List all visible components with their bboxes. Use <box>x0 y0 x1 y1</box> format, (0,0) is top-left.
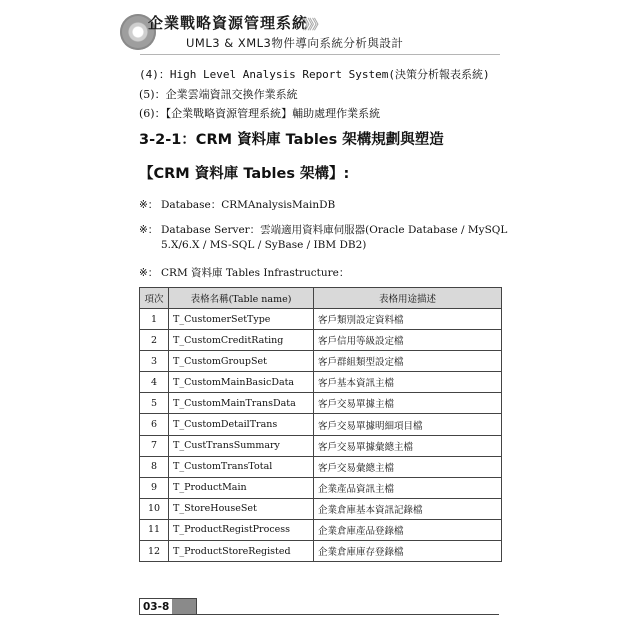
table-row <box>140 393 502 414</box>
note-server-continued: 5.X/6.X / MS-SQL / SyBase / IBM DB2) <box>161 239 367 251</box>
cell-no: 8 <box>140 456 169 477</box>
note-mark: ※： <box>139 199 159 211</box>
table-row <box>140 519 502 540</box>
page-tag-fill <box>172 599 196 614</box>
cell-description: 客戶群組類型設定檔 <box>314 351 502 372</box>
cell-no: 11 <box>140 519 169 540</box>
column-header-table-name: 表格名稱(Table name) <box>169 288 314 309</box>
cell-no: 12 <box>140 541 169 562</box>
cell-description: 客戶交易單據彙總主檔 <box>314 435 502 456</box>
cell-description: 客戶信用等級設定檔 <box>314 330 502 351</box>
cell-description: 客戶類別設定資料檔 <box>314 309 502 330</box>
cell-description: 企業倉庫基本資訊記錄檔 <box>314 498 502 519</box>
table-row <box>140 541 502 562</box>
note-database <box>139 197 335 212</box>
crm-tables-table <box>139 287 502 562</box>
cell-no: 5 <box>140 393 169 414</box>
list-item: (6)：【企業戰略資源管理系統】輔助處理作業系統 <box>139 107 381 120</box>
cell-description: 客戶交易彙總主檔 <box>314 456 502 477</box>
section-heading: 3-2-1：CRM 資料庫 Tables 架構規劃與塑造 <box>139 132 444 148</box>
cell-table-name: T_CustomMainTransData <box>169 393 314 414</box>
cell-table-name: T_CustomerSetType <box>169 309 314 330</box>
page-number-tag <box>139 598 197 615</box>
cell-table-name: T_CustTransSummary <box>169 435 314 456</box>
table-row <box>140 309 502 330</box>
cell-table-name: T_ProductRegistProcess <box>169 519 314 540</box>
book-title: 企業戰略資源管理系統 <box>148 14 309 32</box>
cell-description: 企業倉庫產品登錄檔 <box>314 519 502 540</box>
cell-description: 企業倉庫庫存登錄檔 <box>314 541 502 562</box>
table-row <box>140 372 502 393</box>
cell-description: 客戶交易單據明細項目檔 <box>314 414 502 435</box>
table-row <box>140 414 502 435</box>
header-rule <box>140 54 500 55</box>
cell-no: 10 <box>140 498 169 519</box>
sub-heading: 【CRM 資料庫 Tables 架構】: <box>139 166 350 182</box>
table-row <box>140 330 502 351</box>
note-text: Database：CRMAnalysisMainDB <box>161 199 336 211</box>
cell-table-name: T_CustomDetailTrans <box>169 414 314 435</box>
header-chevrons: 》》》 <box>303 18 324 33</box>
table-row <box>140 351 502 372</box>
cell-table-name: T_CustomTransTotal <box>169 456 314 477</box>
cell-table-name: T_ProductStoreRegisted <box>169 541 314 562</box>
list-item: (4)：High Level Analysis Report System(決策分析報表系統) <box>139 68 490 81</box>
cell-table-name: T_CustomGroupSet <box>169 351 314 372</box>
cell-table-name: T_CustomMainBasicData <box>169 372 314 393</box>
cell-table-name: T_CustomCreditRating <box>169 330 314 351</box>
column-header-description: 表格用途描述 <box>314 288 502 309</box>
note-infrastructure <box>139 265 349 280</box>
cell-no: 9 <box>140 477 169 498</box>
cell-table-name: T_StoreHouseSet <box>169 498 314 519</box>
note-server <box>139 222 507 237</box>
cell-no: 1 <box>140 309 169 330</box>
cell-no: 7 <box>140 435 169 456</box>
book-subtitle: UML3 & XML3物件導向系統分析與設計 <box>186 36 404 50</box>
cell-description: 客戶基本資訊主檔 <box>314 372 502 393</box>
column-header-no: 項次 <box>140 288 169 309</box>
cell-no: 3 <box>140 351 169 372</box>
cell-no: 4 <box>140 372 169 393</box>
cell-no: 6 <box>140 414 169 435</box>
cell-description: 客戶交易單據主檔 <box>314 393 502 414</box>
note-mark: ※： <box>139 224 159 236</box>
cell-table-name: T_ProductMain <box>169 477 314 498</box>
note-text: Database Server：雲端適用資料庫伺服器(Oracle Database / MySQL <box>161 224 508 236</box>
note-mark: ※： <box>139 267 159 279</box>
table-row <box>140 435 502 456</box>
table-row <box>140 477 502 498</box>
cell-no: 2 <box>140 330 169 351</box>
note-text: CRM 資料庫 Tables Infrastructure： <box>161 267 350 279</box>
table-row <box>140 498 502 519</box>
list-item: (5)：企業雲端資訊交換作業系統 <box>139 88 298 101</box>
table-header-row <box>140 288 502 309</box>
cell-description: 企業產品資訊主檔 <box>314 477 502 498</box>
table-row <box>140 456 502 477</box>
page-number: 03-8 <box>140 599 172 614</box>
